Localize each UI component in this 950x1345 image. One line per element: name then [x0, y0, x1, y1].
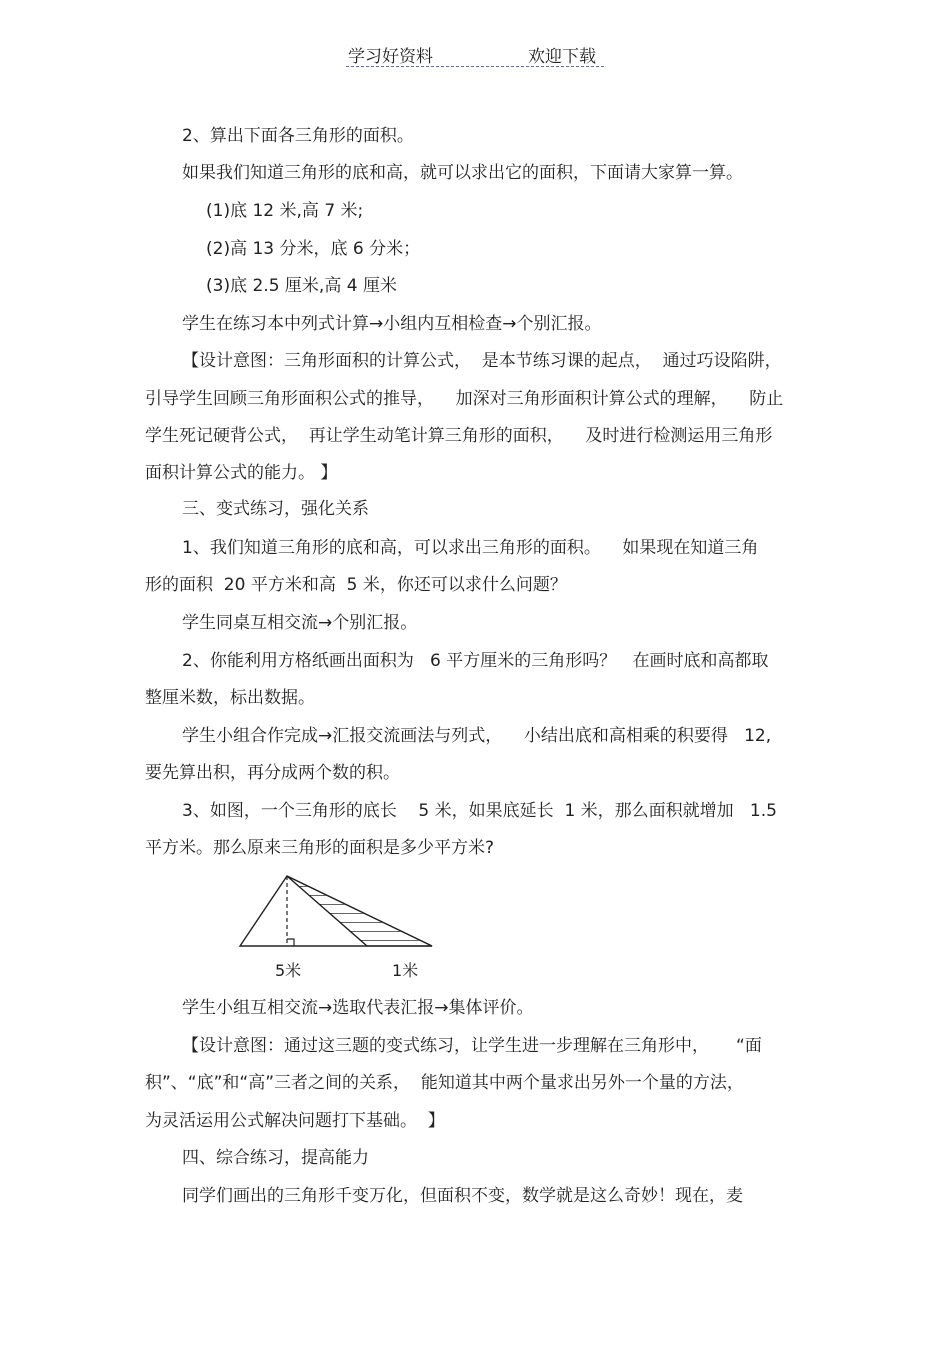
section-4-heading: 四、综合练习，提高能力: [182, 1148, 369, 1168]
triangle-figure: [232, 868, 442, 982]
design-intent-line: 【设计意图：三角形面积的计算公式， 是本节练习课的起点， 通过巧设陷阱，: [182, 351, 782, 371]
header-right-text: 欢迎下载: [528, 47, 596, 67]
design-intent-line: 【设计意图：通过这三题的变式练习，让学生进一步理解在三角形中， “面: [182, 1036, 762, 1056]
triangle-diagram: [232, 868, 442, 958]
paragraph-line: 如果我们知道三角形的底和高，就可以求出它的面积，下面请大家算一算。: [182, 163, 743, 183]
design-intent-line: 引导学生回顾三角形面积公式的推导， 加深对三角形面积计算公式的理解， 防止: [145, 389, 784, 409]
design-intent-line: 积”、“底”和“高”三者之间的关系， 能知道其中两个量求出另外一个量的方法，: [145, 1073, 744, 1093]
paragraph-line: 学生小组合作完成→汇报交流画法与列式， 小结出底和高相乘的积要得 12,: [182, 726, 772, 746]
paragraph-line: 2、你能利用方格纸画出面积为 6 平方厘米的三角形吗？ 在画时底和高都取: [182, 651, 769, 671]
paragraph-line: 1、我们知道三角形的底和高，可以求出三角形的面积。 如果现在知道三角: [182, 538, 759, 558]
section-3-heading: 三、变式练习，强化关系: [182, 499, 369, 519]
paragraph-line: 学生小组互相交流→选取代表汇报→集体评价。: [182, 998, 534, 1018]
paragraph-line: 要先算出积，再分成两个数的积。: [145, 763, 400, 783]
paragraph-line: 学生同桌互相交流→个别汇报。: [182, 613, 418, 633]
paragraph-line: 整厘米数，标出数据。: [145, 688, 315, 708]
right-angle-mark: [287, 939, 294, 946]
paragraph-line: 平方米。那么原来三角形的面积是多少平方米?: [145, 838, 495, 858]
page-header: [346, 40, 604, 67]
design-intent-line: 面积计算公式的能力。 】: [145, 463, 338, 483]
paragraph-line: 3、如图，一个三角形的底长 5 米，如果底延长 1 米，那么面积就增加 1.5: [182, 801, 777, 821]
extension-length-label: 1米: [392, 961, 419, 980]
problem-item-2: (2)高 13 分米，底 6 分米；: [206, 239, 421, 259]
problem-item-1: (1)底 12 米,高 7 米;: [206, 201, 364, 221]
paragraph-line: 形的面积 20 平方米和高 5 米，你还可以求什么问题？: [145, 575, 567, 595]
design-intent-line: 为灵活运用公式解决问题打下基础。 】: [145, 1111, 445, 1131]
paragraph-line: 学生在练习本中列式计算→小组内互相检查→个别汇报。: [182, 314, 602, 334]
paragraph-line: 同学们画出的三角形千变万化，但面积不变，数学就是这么奇妙！现在，麦: [182, 1186, 743, 1206]
base-length-label: 5米: [275, 961, 302, 980]
exercise-2-heading: 2、算出下面各三角形的面积。: [182, 126, 414, 146]
design-intent-line: 学生死记硬背公式， 再让学生动笔计算三角形的面积， 及时进行检测运用三角形: [145, 426, 773, 446]
header-left-text: 学习好资料: [348, 47, 433, 67]
problem-item-3: (3)底 2.5 厘米,高 4 厘米: [206, 276, 397, 296]
